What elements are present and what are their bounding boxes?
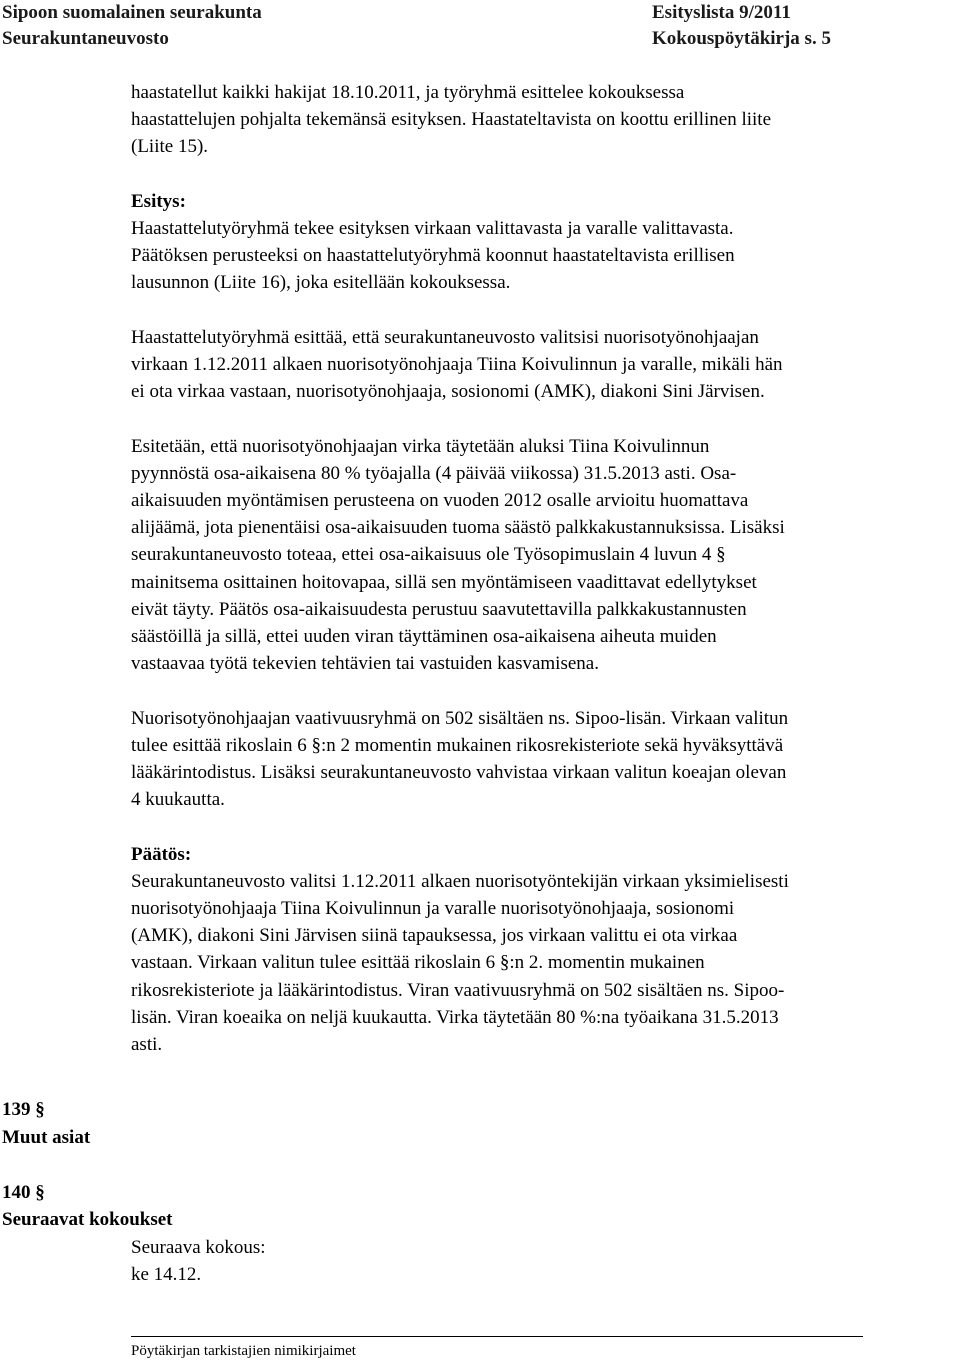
decision-paragraph (131, 841, 960, 1059)
text-line: mainitsema osittainen hoitovapaa, sillä sen myöntämiseen vaadittavat edellytykset (131, 571, 757, 593)
text-line: (Liite 15). (131, 136, 209, 158)
text-line: pyynnöstä osa-aikaisena 80 % työajalla (4 päivää viikossa) 31.5.2013 asti. Osa- (131, 462, 737, 484)
header-body: Seurakuntaneuvosto (2, 28, 169, 49)
text-line: Haastattelutyöryhmä esittää, että seurakuntaneuvosto valitsisi nuorisotyönohjaajan (131, 326, 759, 348)
section-title: Muut asiat (2, 1127, 91, 1148)
intro-paragraph (131, 79, 960, 161)
text-line: aikaisuuden myöntämisen perusteena on vuoden 2012 osalle arvioitu huomattava (131, 490, 749, 511)
text-line: seurakuntaneuvosto toteaa, ettei osa-aikaisuus ole Työsopimuslain 4 luvun 4 § (131, 544, 726, 566)
text-line: Nuorisotyönohjaajan vaativuusryhmä on 502 sisältäen ns. Sipoo-lisän. Virkaan valitun (131, 707, 789, 729)
section-title: Seuraavat kokoukset (2, 1209, 173, 1230)
text-line: nuorisotyönohjaaja Tiina Koivulinnun ja varalle nuorisotyönohjaaja, sosionomi (131, 898, 735, 920)
text-line: Päätöksen perusteeksi on haastattelutyöryhmä koonnut haastateltavista erillisen (131, 245, 735, 267)
section-number: 139 § (2, 1099, 45, 1120)
text-line: lääkärintodistus. Lisäksi seurakuntaneuvosto vahvistaa virkaan valitun koeajan olevan (131, 762, 787, 784)
text-line: säästöillä ja sillä, ettei uuden viran täyttäminen osa-aikaisena aiheuta muiden (131, 626, 717, 648)
text-line: ei ota virkaa vastaan, nuorisotyönohjaaja, sosionomi (AMK), diakoni Sini Järvisen. (131, 381, 765, 403)
text-line: vastaan. Virkaan valitun tulee esittää rikoslain 6 §:n 2. momentin mukainen (131, 952, 705, 974)
next-meeting-label: Seuraava kokous: (131, 1237, 266, 1258)
text-line: virkaan 1.12.2011 alkaen nuorisotyönohjaaja Tiina Koivulinnun ja varalle, mikäli hän (131, 354, 783, 375)
text-line: Esitetään, että nuorisotyönohjaajan virka täytetään aluksi Tiina Koivulinnun (131, 435, 710, 457)
text-line: Haastattelutyöryhmä tekee esityksen virkaan valittavasta ja varalle valittavasta. (131, 218, 734, 239)
footer-rule (131, 1336, 863, 1337)
text-line: eivät täyty. Päätös osa-aikaisuudesta perustuu saavutettavilla palkkakustannusten (131, 598, 747, 620)
text-line: lausunnon (Liite 16), joka esitellään kokouksessa. (131, 272, 511, 294)
document-body (131, 79, 960, 1058)
text-line: tulee esittää rikoslain 6 §:n 2 momentin mukainen rikosrekisteriote sekä hyväksyttävä (131, 734, 784, 756)
text-line: haastatellut kaikki hakijat 18.10.2011, ja työryhmä esittelee kokouksessa (131, 82, 685, 103)
part-time-paragraph (131, 433, 960, 678)
requirements-paragraph (131, 705, 960, 814)
text-line: vastaavaa työtä tekevien tehtävien tai vastuiden kasvamisena. (131, 653, 599, 675)
header-org: Sipoon suomalainen seurakunta (2, 2, 262, 23)
text-line: Seurakuntaneuvosto valitsi 1.12.2011 alkaen nuorisotyöntekijän virkaan yksimielisesti (131, 870, 789, 892)
text-line: lisän. Viran koeaika on neljä kuukautta. Virka täytetään 80 %:na työaikana 31.5.2013 (131, 1006, 779, 1028)
recommendation-paragraph (131, 324, 960, 406)
header-list-number: Esityslista 9/2011 (652, 2, 791, 23)
header-minutes-page: Kokouspöytäkirja s. 5 (652, 28, 831, 49)
decision-heading: Päätös: (131, 843, 192, 865)
text-line: (AMK), diakoni Sini Järvisen siinä tapauksessa, jos virkaan valittu ei ota virkaa (131, 925, 738, 947)
proposal-paragraph (131, 188, 960, 297)
text-line: asti. (131, 1034, 163, 1056)
text-line: rikosrekisteriote ja lääkärintodistus. Viran vaativuusryhmä on 502 sisältäen ns. Sipoo- (131, 979, 785, 1001)
text-line: haastattelujen pohjalta tekemänsä esityksen. Haastateltavista on koottu erillinen liite (131, 109, 771, 131)
section-number: 140 § (2, 1182, 45, 1203)
proposal-heading: Esitys: (131, 190, 186, 212)
next-meeting-date: ke 14.12. (131, 1264, 202, 1285)
text-line: 4 kuukautta. (131, 789, 225, 811)
text-line: alijäämä, jota pienentäisi osa-aikaisuuden tuoma säästö palkkakustannuksissa. Lisäksi (131, 517, 785, 539)
footer-signature-label: Pöytäkirjan tarkistajien nimikirjaimet (131, 1343, 356, 1359)
